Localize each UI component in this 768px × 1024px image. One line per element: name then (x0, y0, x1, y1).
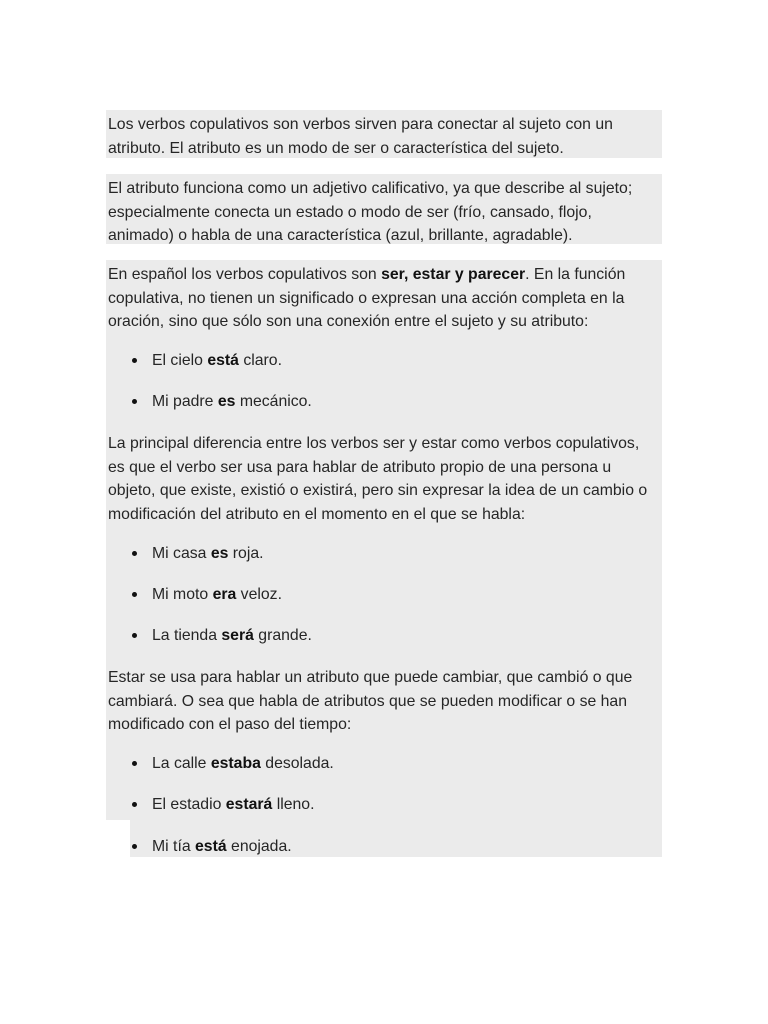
list-item-post: veloz. (236, 586, 282, 603)
list-item-bold: es (217, 393, 236, 410)
list-item-bold: será (221, 627, 254, 644)
list-item (152, 793, 314, 817)
list-item-pre: Mi padre (152, 393, 218, 410)
paragraph-3-post: . En la función copulativa, no tienen un significado o expresan una acción completa en la oración, sino que sólo son una conexión entre el sujeto y su atributo: (108, 266, 626, 331)
list-item-pre: El cielo (152, 352, 208, 369)
bullet-icon (132, 358, 137, 363)
list-item-post: claro. (238, 352, 282, 369)
list-item-pre: La calle (152, 755, 211, 772)
paragraph-3 (108, 263, 660, 334)
bullet-icon (132, 551, 137, 556)
bullet-icon (132, 761, 137, 766)
list-item-post: lleno. (272, 796, 315, 813)
list-item-post: mecánico. (235, 393, 312, 410)
list-item-post: enojada. (226, 838, 292, 855)
list-item-post: grande. (253, 627, 312, 644)
bullet-icon (132, 844, 137, 849)
list-item-pre: Mi tía (152, 838, 196, 855)
list-item-bold: es (210, 545, 229, 562)
paragraph-3-pre: En español los verbos copulativos son (108, 266, 382, 283)
bullet-icon (132, 399, 137, 404)
list-item-bold: estará (225, 796, 273, 813)
list-item (152, 624, 312, 648)
list-item (152, 542, 264, 566)
list-item-post: roja. (228, 545, 264, 562)
list-item-bold: era (212, 586, 237, 603)
list-item-pre: El estadio (152, 796, 226, 813)
document-body (106, 110, 662, 857)
paragraph-4: La principal diferencia entre los verbos ser y estar como verbos copulativos, es que el verbo ser usa para hablar de atributo propio de una persona u objeto, que existe, existió o existirá, pero sin expresar la idea de un cambio o modificación del atributo en el momento en el que se habla: (108, 435, 648, 523)
list-item (152, 835, 292, 859)
list-item-pre: Mi moto (152, 586, 213, 603)
list-item-bold: está (195, 838, 227, 855)
list-item (152, 752, 334, 776)
paragraph-2: El atributo funciona como un adjetivo calificativo, ya que describe al sujeto; especialmente conecta un estado o modo de ser (frío, cansado, flojo, animado) o habla de una característica (azul, brillante, agradable). (108, 180, 633, 245)
list-item (152, 349, 282, 373)
paragraph-1: Los verbos copulativos son verbos sirven para conectar al sujeto con un atributo. El atributo es un modo de ser o característica del sujeto. (108, 116, 613, 157)
list-item (152, 583, 282, 607)
list-item-bold: está (207, 352, 239, 369)
bullet-icon (132, 592, 137, 597)
list-item-bold: estaba (210, 755, 261, 772)
list-item-pre: La tienda (152, 627, 222, 644)
list-item (152, 390, 312, 414)
paragraph-5: Estar se usa para hablar un atributo que puede cambiar, que cambió o que cambiará. O sea que habla de atributos que se pueden modificar o se han modificado con el paso del tiempo: (108, 669, 633, 734)
bullet-icon (132, 633, 137, 638)
bullet-icon (132, 802, 137, 807)
list-item-post: desolada. (260, 755, 334, 772)
list-item-pre: Mi casa (152, 545, 211, 562)
paragraph-3-bold: ser, estar y parecer (381, 266, 526, 283)
